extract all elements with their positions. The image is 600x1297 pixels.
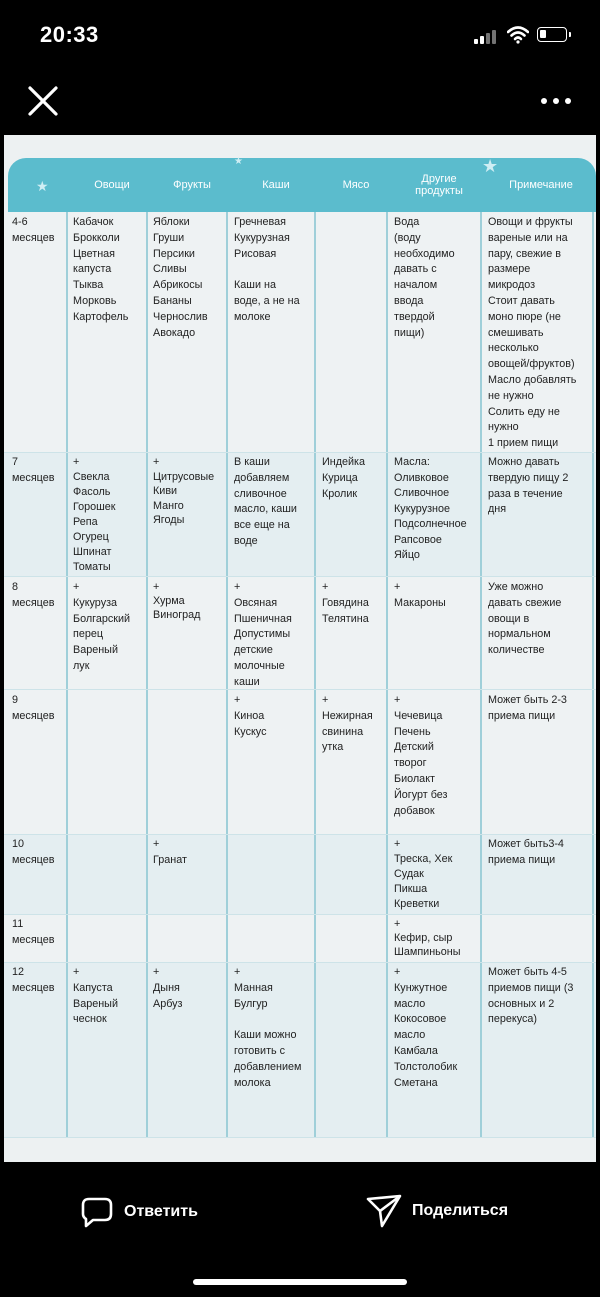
age-cell: 12 месяцев bbox=[12, 966, 55, 994]
meat-cell: + Говядина Телятина bbox=[322, 581, 369, 625]
other-cell: Вода (воду необходимо давать с началом ввода твердой пищи) bbox=[394, 216, 455, 339]
fruits-cell: Яблоки Груши Персики Сливы Абрикосы Бананы Чернослив Авокадо bbox=[153, 216, 208, 339]
notes-cell: Может быть 2-3 приема пищи bbox=[488, 694, 567, 722]
notes-cell: Может быть 4-5 приемов пищи (3 основных и 2 перекуса) bbox=[488, 966, 574, 1026]
wifi-icon bbox=[507, 26, 529, 44]
notes-cell: Можно давать твердую пищу 2 раза в течение дня bbox=[488, 456, 569, 516]
vegetables-cell: + Кукуруза Болгарский перец Вареный лук bbox=[73, 581, 131, 672]
star-icon: ★ bbox=[234, 156, 243, 167]
age-cell: 8 месяцев bbox=[12, 581, 55, 609]
close-icon[interactable] bbox=[26, 84, 60, 118]
cellular-signal-icon bbox=[474, 28, 500, 44]
feeding-table-image bbox=[4, 135, 596, 1162]
share-button[interactable] bbox=[366, 1194, 508, 1228]
reply-label: Ответить bbox=[124, 1203, 198, 1220]
header-meat: Мясо bbox=[342, 179, 370, 191]
porridge-cell: Гречневая Кукурузная Рисовая Каши на воде, а не на молоке bbox=[234, 216, 300, 323]
header-vegetables: Овощи bbox=[94, 179, 130, 191]
other-cell: + Чечевица Печень Детский творог Биолакт Йогурт без добавок bbox=[394, 694, 448, 817]
star-icon: ★ bbox=[482, 156, 499, 176]
other-cell: + Кунжутное масло Кокосовое масло Камбала Толстолобик Сметана bbox=[394, 966, 458, 1089]
status-time: 20:33 bbox=[40, 22, 99, 47]
notes-cell: Может быть3-4 приема пищи bbox=[488, 838, 564, 866]
age-cell: 4-6 месяцев bbox=[12, 216, 55, 244]
porridge-cell: + Овсяная Пшеничная Допустимы детские молочные каши bbox=[234, 581, 292, 688]
share-label: Поделиться bbox=[412, 1202, 509, 1219]
age-cell: 7 месяцев bbox=[12, 456, 55, 484]
age-cell: 11 месяцев bbox=[12, 918, 55, 946]
star-icon: ★ bbox=[36, 178, 49, 194]
fruits-cell: + Гранат bbox=[153, 838, 187, 866]
notes-cell: Овощи и фрукты вареные или на пару, свежие в размере микродоз Стоит давать моно пюре (не смешивать несколько овощей/фруктов) Масло добавлять не нужно Солить еду не нужно 1 прием пищи bbox=[488, 216, 577, 450]
paper-plane-icon bbox=[366, 1194, 402, 1228]
meat-cell: + Нежирная свинина утка bbox=[322, 694, 373, 754]
status-bar bbox=[0, 0, 600, 72]
fruits-cell: + Дыня Арбуз bbox=[153, 966, 183, 1010]
other-cell: Масла: Оливковое Сливочное Кукурузное Подсолнечное Рапсовое Яйцо bbox=[394, 456, 467, 561]
header-notes: Примечание bbox=[509, 179, 573, 191]
age-cell: 10 месяцев bbox=[12, 838, 55, 866]
battery-low-icon bbox=[537, 27, 567, 42]
vegetables-cell: + Капуста Вареный чеснок bbox=[73, 966, 118, 1026]
age-cell: 9 месяцев bbox=[12, 694, 55, 722]
notes-cell: Уже можно давать свежие овощи в нормальном количестве bbox=[488, 581, 562, 657]
porridge-cell: + Киноа Кускус bbox=[234, 694, 267, 738]
fruits-cell: + Хурма Виноград bbox=[153, 581, 201, 621]
other-cell: + Макароны bbox=[394, 581, 446, 609]
battery-tip bbox=[569, 32, 571, 37]
porridge-cell: + Манная Булгур Каши можно готовить с добавлением молока bbox=[234, 966, 302, 1089]
reply-button[interactable] bbox=[80, 1195, 198, 1229]
other-cell: + Треска, Хек Судак Пикша Креветки bbox=[394, 838, 453, 910]
other-cell: + Кефир, сыр Шампиньоны bbox=[394, 918, 461, 958]
vegetables-cell: + Свекла Фасоль Горошек Репа Огурец Шпинат Томаты bbox=[73, 456, 116, 573]
header-porridge: Каши bbox=[262, 179, 290, 191]
porridge-cell: В каши добавляем сливочное масло, каши все еще на воде bbox=[234, 456, 297, 547]
header-fruits: Фрукты bbox=[173, 179, 211, 191]
more-horizontal-icon[interactable] bbox=[536, 92, 576, 110]
meat-cell: Индейка Курица Кролик bbox=[322, 456, 366, 500]
home-indicator[interactable] bbox=[193, 1279, 407, 1285]
fruits-cell: + Цитрусовые Киви Манго Ягоды bbox=[153, 456, 215, 526]
bottom-action-bar bbox=[0, 1162, 600, 1297]
vegetables-cell: Кабачок Брокколи Цветная капуста Тыква Морковь Картофель bbox=[73, 216, 129, 323]
header-other: Другие продукты bbox=[415, 173, 463, 197]
speech-bubble-icon bbox=[80, 1195, 114, 1229]
